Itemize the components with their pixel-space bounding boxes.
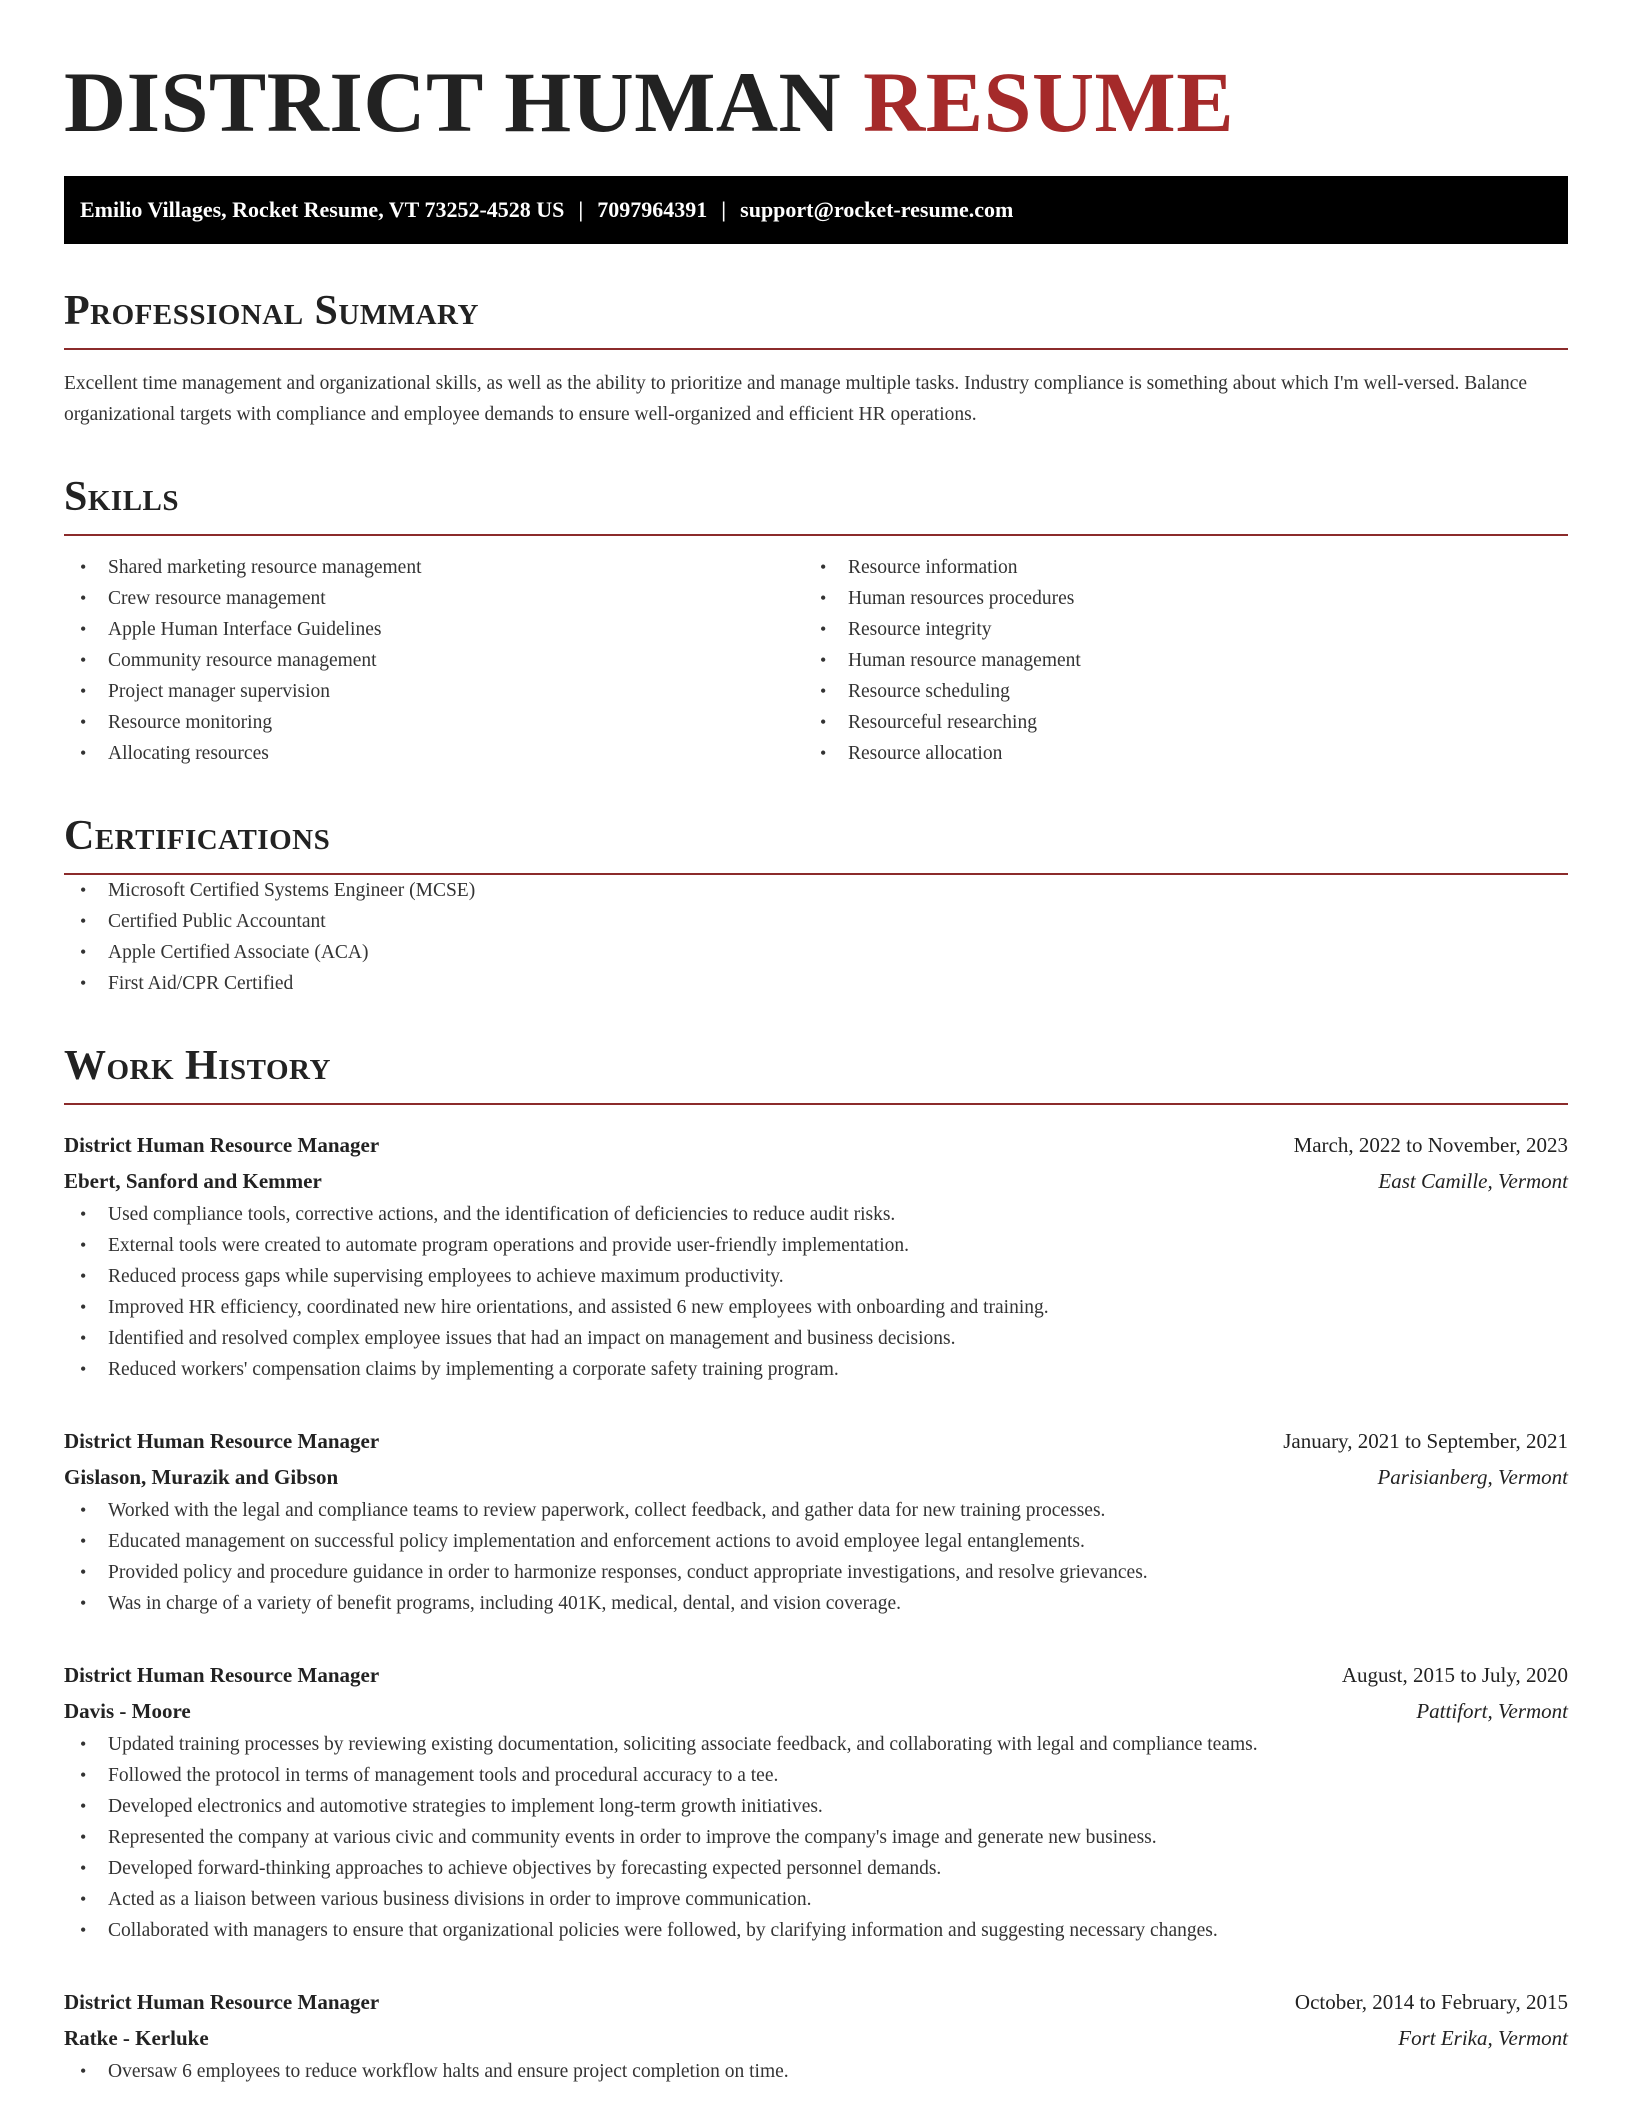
job-bullet: • Developed electronics and automotive strategies to implement long-term growth initiatives. [64,1791,1568,1822]
skill-item: • Allocating resources [64,738,804,769]
job-bullet: • Was in charge of a variety of benefit programs, including 401K, medical, dental, and vision coverage. [64,1588,1568,1619]
certification-item: • First Aid/CPR Certified [64,968,1568,999]
certification-item: • Certified Public Accountant [64,906,1568,937]
job-header [64,1657,1568,1693]
job-bullet: • Oversaw 6 employees to reduce workflow halts and ensure project completion on time. [64,2056,1568,2087]
certifications-section [64,813,1568,999]
contact-email[interactable]: support@rocket-resume.com [740,197,1014,222]
job-subheader [64,1163,1568,1199]
job-bullet: • Identified and resolved complex employee issues that had an impact on management and business decisions. [64,1323,1568,1354]
skills-grid [64,552,1568,769]
job-entry [64,1127,1568,1385]
job-company: Ratke - Kerluke [64,2026,209,2050]
section-title-certifications: Certifications [64,813,1568,875]
job-header [64,1423,1568,1459]
job-location: Parisianberg, Vermont [1377,1465,1568,1489]
skill-item: • Community resource management [64,645,804,676]
job-header [64,1127,1568,1163]
skill-item: • Resourceful researching [804,707,1544,738]
job-subheader [64,1459,1568,1495]
job-entry [64,1423,1568,1619]
job-dates: March, 2022 to November, 2023 [1293,1133,1568,1157]
summary-section [64,288,1568,430]
skill-item: • Resource monitoring [64,707,804,738]
job-bullet: • Developed forward-thinking approaches to achieve objectives by forecasting expected personnel demands. [64,1853,1568,1884]
job-title: District Human Resource Manager [64,1429,380,1453]
work-history-section [64,1043,1568,2087]
skill-item: • Shared marketing resource management [64,552,804,583]
job-bullet: • Updated training processes by reviewing existing documentation, soliciting associate feedback, and collaborating with legal and compliance teams. [64,1729,1568,1760]
title-accent: RESUME [863,54,1235,150]
skill-item: • Resource information [804,552,1544,583]
section-title-summary: Professional Summary [64,288,1568,350]
job-bullet: • Reduced workers' compensation claims by implementing a corporate safety training program. [64,1354,1568,1385]
job-bullets [64,1729,1568,1946]
certification-item: • Microsoft Certified Systems Engineer (MCSE) [64,875,1568,906]
job-title: District Human Resource Manager [64,1663,380,1687]
skill-item: • Crew resource management [64,583,804,614]
skill-item: • Human resource management [804,645,1544,676]
contact-phone: 7097964391 [597,197,708,222]
certifications-list [64,875,1568,999]
certification-item: • Apple Certified Associate (ACA) [64,937,1568,968]
job-company: Davis - Moore [64,1699,191,1723]
skill-item: • Resource scheduling [804,676,1544,707]
summary-text: Excellent time management and organizational skills, as well as the ability to prioritize and manage multiple tasks. Industry compliance is something about which I'm well-versed. Balance organizational targets with compliance and employee demands to ensure well-organized and efficient HR operations. [64,373,1528,425]
skills-list-right [804,552,1544,769]
job-dates: October, 2014 to February, 2015 [1294,1990,1568,2014]
job-bullets [64,2056,1568,2087]
job-bullet: • Acted as a liaison between various business divisions in order to improve communication. [64,1884,1568,1915]
job-bullet: • Represented the company at various civic and community events in order to improve the company's image and generate new business. [64,1822,1568,1853]
job-bullets [64,1199,1568,1385]
skills-list-left [64,552,804,769]
contact-bar [64,176,1568,244]
skill-item: • Resource allocation [804,738,1544,769]
job-entry [64,1657,1568,1946]
contact-separator: | [578,197,584,222]
job-bullets [64,1495,1568,1619]
job-bullet: • Worked with the legal and compliance teams to review paperwork, collect feedback, and gather data for new training processes. [64,1495,1568,1526]
contact-address: Emilio Villages, Rocket Resume, VT 73252-4528 US [80,197,565,222]
resume-title [64,52,1568,152]
job-company: Ebert, Sanford and Kemmer [64,1169,322,1193]
section-title-work-history: Work History [64,1043,1568,1105]
job-dates: January, 2021 to September, 2021 [1283,1429,1568,1453]
skills-section [64,474,1568,769]
job-location: East Camille, Vermont [1378,1169,1568,1193]
skill-item: • Resource integrity [804,614,1544,645]
skill-item: • Human resources procedures [804,583,1544,614]
contact-separator: | [721,197,727,222]
job-title: District Human Resource Manager [64,1990,380,2014]
job-bullet: • Used compliance tools, corrective actions, and the identification of deficiencies to reduce audit risks. [64,1199,1568,1230]
job-bullet: • External tools were created to automate program operations and provide user-friendly implementation. [64,1230,1568,1261]
title-main: DISTRICT HUMAN [64,54,842,150]
job-location: Fort Erika, Vermont [1398,2026,1568,2050]
job-bullet: • Collaborated with managers to ensure that organizational policies were followed, by clarifying information and suggesting necessary changes. [64,1915,1568,1946]
skill-item: • Apple Human Interface Guidelines [64,614,804,645]
job-header [64,1984,1568,2020]
job-bullet: • Provided policy and procedure guidance in order to harmonize responses, conduct appropriate investigations, and resolve grievances. [64,1557,1568,1588]
job-entry [64,1984,1568,2087]
job-subheader [64,1693,1568,1729]
job-bullet: • Reduced process gaps while supervising employees to achieve maximum productivity. [64,1261,1568,1292]
job-subheader [64,2020,1568,2056]
job-company: Gislason, Murazik and Gibson [64,1465,339,1489]
job-title: District Human Resource Manager [64,1133,380,1157]
section-title-skills: Skills [64,474,1568,536]
job-bullet: • Improved HR efficiency, coordinated new hire orientations, and assisted 6 new employees with onboarding and training. [64,1292,1568,1323]
job-bullet: • Followed the protocol in terms of management tools and procedural accuracy to a tee. [64,1760,1568,1791]
job-dates: August, 2015 to July, 2020 [1341,1663,1568,1687]
job-bullet: • Educated management on successful policy implementation and enforcement actions to avoid employee legal entanglements. [64,1526,1568,1557]
job-location: Pattifort, Vermont [1416,1699,1568,1723]
skill-item: • Project manager supervision [64,676,804,707]
